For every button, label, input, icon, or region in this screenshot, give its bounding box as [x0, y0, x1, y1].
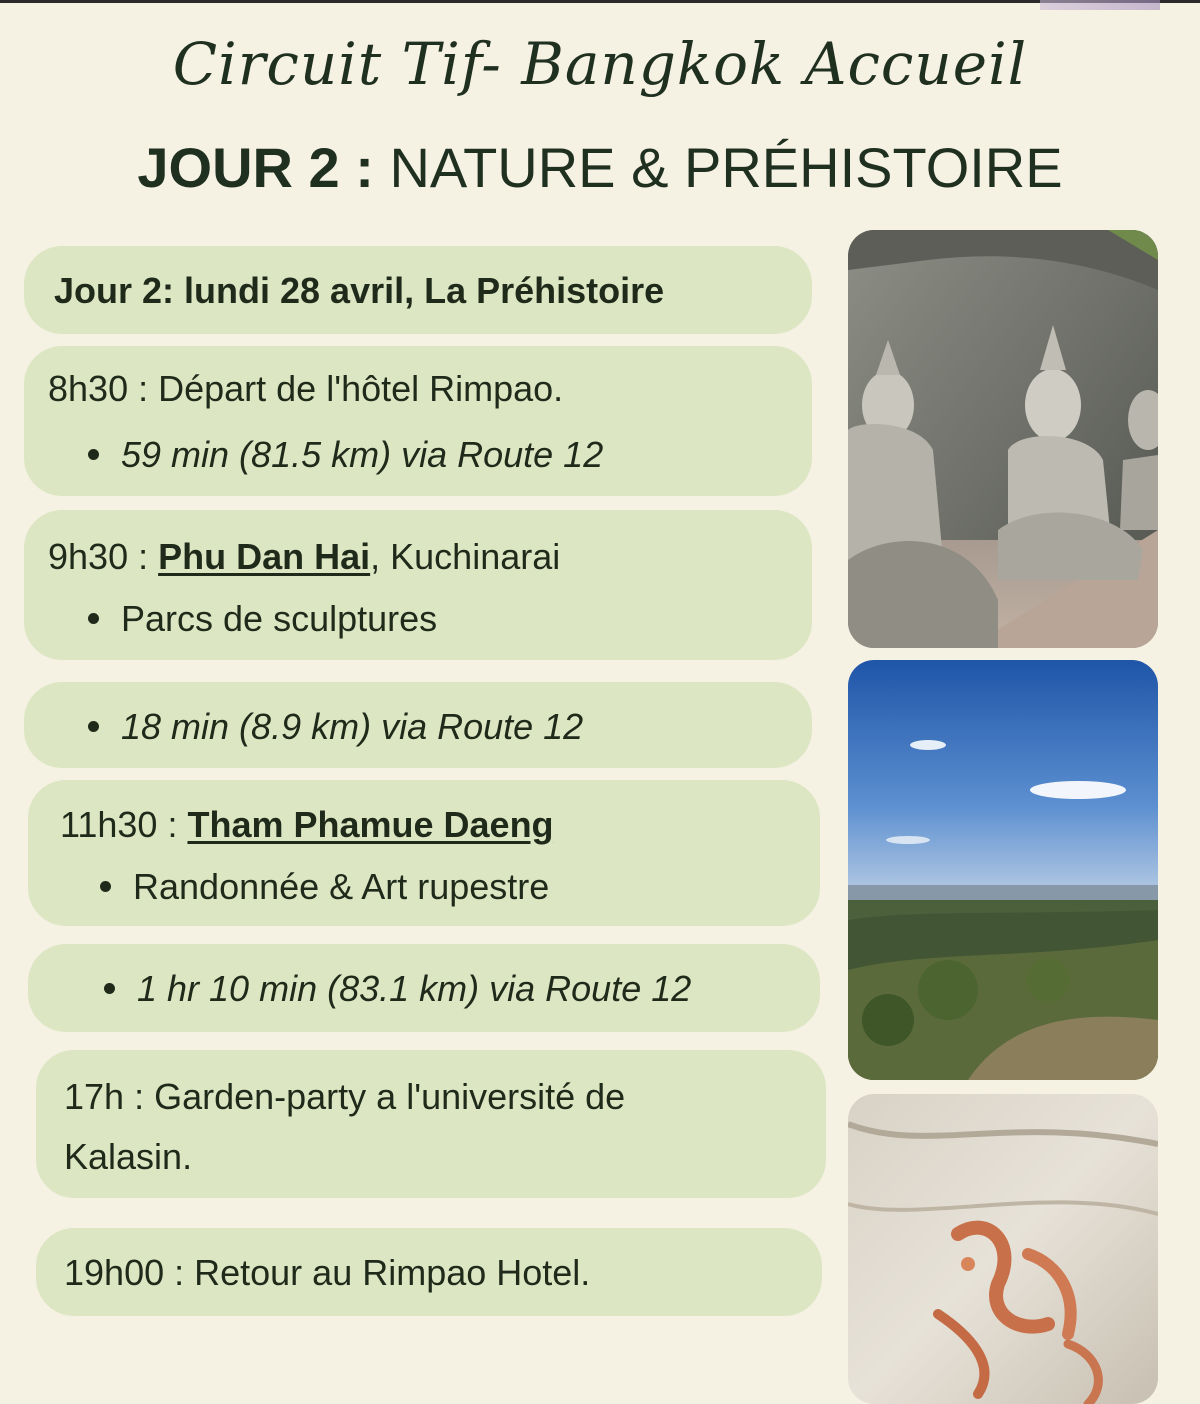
bullet-dot-icon	[88, 613, 99, 624]
subtitle-day: JOUR 2 :	[137, 136, 374, 199]
schedule-line: 11h30 : Tham Phamue Daeng	[60, 804, 554, 845]
schedule-item-phu-dan-hai	[24, 510, 812, 660]
museum-logo	[1040, 0, 1160, 10]
place-link-tham-phamue-daeng[interactable]: Tham Phamue Daeng	[187, 804, 554, 845]
travel-info: 1 hr 10 min (83.1 km) via Route 12	[104, 968, 691, 1010]
bullet-dot-icon	[88, 721, 99, 732]
schedule-line: 9h30 : Phu Dan Hai, Kuchinarai	[48, 536, 561, 577]
activity-info: Parcs de sculptures	[88, 598, 437, 640]
bullet-dot-icon	[100, 881, 111, 892]
activity-info: Randonnée & Art rupestre	[100, 866, 549, 908]
bullet-dot-icon	[88, 449, 99, 460]
travel-segment	[28, 944, 820, 1032]
top-border	[0, 0, 1200, 3]
schedule-item-return	[36, 1228, 822, 1316]
day-banner	[24, 246, 812, 334]
page-title: Circuit Tif- Bangkok Accueil	[172, 30, 1028, 98]
page-subtitle	[0, 135, 1200, 200]
photo-buddha-sculptures	[848, 230, 1158, 648]
schedule-line: 8h30 : Départ de l'hôtel Rimpao.	[48, 368, 564, 409]
day-banner-text: Jour 2: lundi 28 avril, La Préhistoire	[54, 270, 665, 311]
schedule-item-tham-phamue-daeng	[28, 780, 820, 926]
photo-rock-art	[848, 1094, 1158, 1404]
schedule-line: 17h : Garden-party a l'université de	[64, 1076, 626, 1117]
travel-info: 18 min (8.9 km) via Route 12	[88, 706, 583, 748]
schedule-item-garden-party	[36, 1050, 826, 1198]
schedule-line: Kalasin.	[64, 1136, 193, 1177]
place-link-phu-dan-hai[interactable]: Phu Dan Hai	[158, 536, 371, 577]
schedule-item-departure	[24, 346, 812, 496]
travel-info: 59 min (81.5 km) via Route 12	[88, 434, 603, 476]
travel-segment	[24, 682, 812, 768]
schedule-line: 19h00 : Retour au Rimpao Hotel.	[64, 1252, 591, 1293]
photo-landscape	[848, 660, 1158, 1080]
bullet-dot-icon	[104, 983, 115, 994]
subtitle-theme: NATURE & PRÉHISTOIRE	[373, 136, 1063, 199]
